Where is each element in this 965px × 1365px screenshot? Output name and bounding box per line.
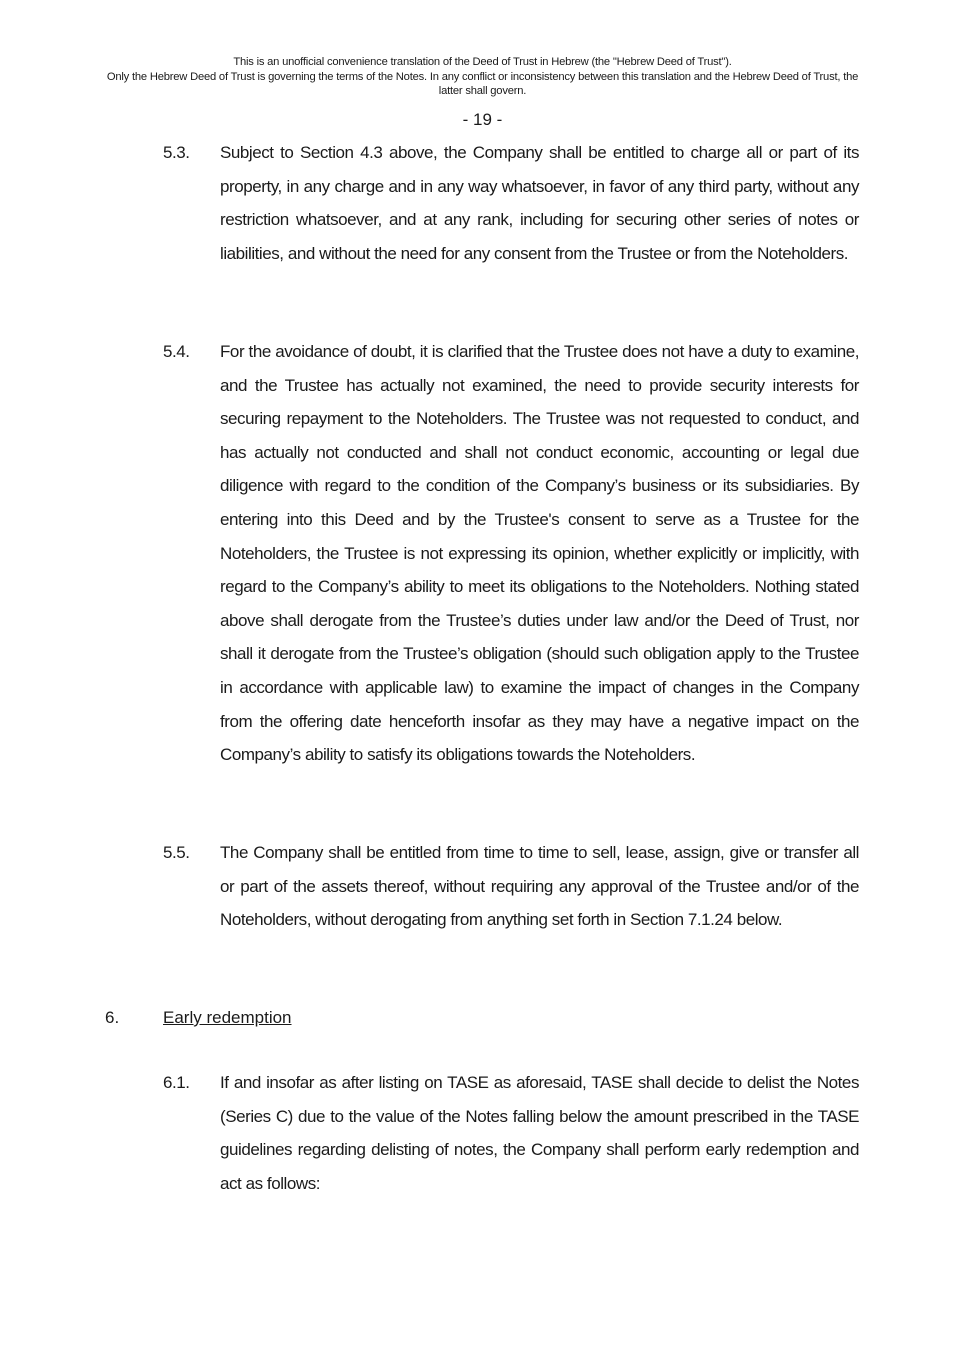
- section-5-5: [163, 836, 859, 937]
- section-text: If and insofar as after listing on TASE as aforesaid, TASE shall decide to delist the Notes (Series C) due to the value of the Notes falling below the amount prescribed in the TASE guidelines regarding delisting of notes, the Company shall perform early redemption and act as follows:: [220, 1073, 859, 1193]
- section-number: 6.1.: [163, 1073, 190, 1092]
- section-text: The Company shall be entitled from time to time to sell, lease, assign, give or transfer all or part of the assets thereof, without requiring any approval of the Trustee and/or of the Noteholders, without derogating from anything set forth in Section 7.1.24 below.: [220, 843, 859, 930]
- section-5-4: [163, 335, 859, 772]
- section-text: For the avoidance of doubt, it is clarified that the Trustee does not have a duty to examine, and the Trustee has actually not examined, the need to provide security interests for securing repayment to the Noteholders. The Trustee was not requested to conduct, and has actually not conducted and shall not conduct economic, accounting or legal due diligence with regard to the condition of the Company’s business or its subsidiaries. By entering into this Deed and by the Trustee's consent to serve as a Trustee for the Noteholders, the Trustee is not expressing its opinion, whether explicitly or implicitly, with regard to the Company’s ability to meet its obligations to the Noteholders. Nothing stated above shall derogate from the Trustee’s duties under law and/or the Deed of Trust, nor shall it derogate from the Trustee’s obligation (should such obligation apply to the Trustee in accordance with applicable law) to examine the impact of changes in the Company from the offering date henceforth insofar as they may have a negative impact on the Company’s ability to satisfy its obligations towards the Noteholders.: [220, 342, 859, 765]
- translation-disclaimer: [100, 55, 865, 99]
- section-5-3: [163, 136, 859, 270]
- heading-title: Early redemption: [163, 1008, 292, 1027]
- disclaimer-line-2: Only the Hebrew Deed of Trust is governing the terms of the Notes. In any conflict or inconsistency between this translation and the Hebrew Deed of Trust, the latter shall govern.: [106, 70, 859, 97]
- heading-number: 6.: [105, 1008, 120, 1027]
- disclaimer-line-1: This is an unofficial convenience translation of the Deed of Trust in Hebrew (the "Hebrew Deed of Trust").: [233, 56, 732, 68]
- section-number: 5.5.: [163, 843, 190, 862]
- section-6-1: [163, 1066, 859, 1200]
- section-number: 5.3.: [163, 143, 190, 162]
- section-number: 5.4.: [163, 342, 190, 361]
- section-text: Subject to Section 4.3 above, the Company shall be entitled to charge all or part of its property, in any charge and in any way whatsoever, in favor of any third party, without any restriction whatsoever, and at any rank, including for securing other series of notes or liabilities, and without the need for any consent from the Trustee or from the Noteholders.: [220, 143, 859, 263]
- page-number: - 19 -: [462, 110, 503, 129]
